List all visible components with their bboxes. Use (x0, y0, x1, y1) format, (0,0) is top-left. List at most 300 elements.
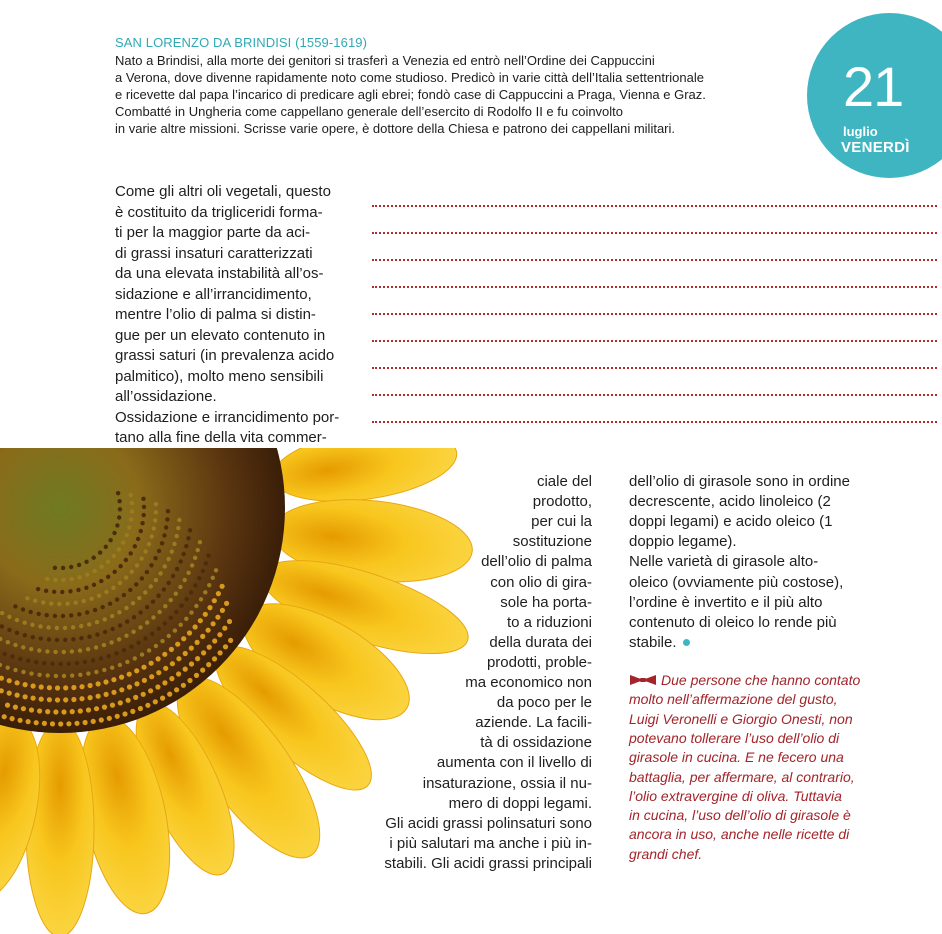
seed (118, 507, 122, 511)
article-line: prodotti, proble- (486, 653, 592, 671)
seed (103, 679, 108, 684)
article-line: tano alla fine della vita commer- (115, 429, 327, 446)
seed (87, 635, 91, 639)
seed (157, 610, 161, 614)
seed (98, 550, 102, 554)
article-line: ma economico non (465, 674, 592, 691)
seed (97, 594, 101, 598)
seed (182, 552, 186, 556)
seed (155, 684, 160, 689)
seed (211, 621, 216, 626)
seed (86, 707, 91, 712)
seed (128, 588, 132, 592)
quote-line: molto nell’affermazione del gusto, (629, 691, 838, 708)
seed (195, 656, 200, 661)
seed (206, 553, 210, 557)
seed (83, 720, 88, 725)
bio-line: Combatté in Ungheria come cappellano generale dell’esercito di Rodolfo II e fu coinvolto (115, 104, 624, 119)
date-month: luglio (843, 124, 878, 139)
seed (227, 619, 232, 624)
seed (55, 626, 59, 630)
article-line: stabile. (629, 633, 690, 653)
seed (119, 675, 124, 680)
seed (169, 616, 173, 620)
seed (70, 577, 74, 581)
article-line: aumenta con il livello di (436, 754, 592, 772)
seed (203, 612, 208, 617)
article-line: to a riduzioni (506, 613, 592, 631)
seed (42, 721, 47, 726)
quote-line: grandi chef. (629, 845, 703, 862)
seed (169, 676, 174, 681)
seed (179, 559, 183, 563)
seed (207, 605, 212, 610)
seed (61, 566, 65, 570)
seed (71, 685, 76, 690)
seed (108, 602, 112, 606)
seed (86, 647, 90, 651)
seed (77, 575, 81, 579)
seed (107, 716, 112, 721)
bio-line: Nato a Brindisi, alla morte dei genitori si trasferì a Venezia ed entrò nell’Ordine dei Cappuccini (115, 53, 655, 68)
seed (163, 666, 168, 671)
seed (156, 656, 161, 661)
seed (207, 583, 211, 587)
seed (134, 582, 138, 586)
seed (148, 688, 153, 693)
seed (178, 585, 182, 589)
article-line: da una elevata instabilità all’os- (115, 265, 324, 282)
seed (153, 699, 158, 704)
article-line: sostituzione (512, 533, 592, 551)
article-line: gue per un elevato contenuto in (115, 326, 326, 344)
article-line: l’ordine è invertito e il più alto (629, 593, 823, 611)
seed (5, 703, 10, 708)
bowtie-icon (629, 674, 657, 686)
saint-title: SAN LORENZO DA BRINDISI (1559-1619) (115, 35, 368, 50)
seed (95, 620, 99, 624)
seed (102, 705, 107, 710)
seed (61, 578, 65, 582)
seed (154, 644, 158, 648)
seed (143, 549, 147, 553)
seed (69, 565, 73, 569)
seed (141, 665, 146, 670)
seed (139, 529, 143, 533)
seed (149, 661, 154, 666)
seed (101, 605, 105, 609)
seed (118, 581, 122, 585)
seed (132, 615, 136, 619)
article-line: della durata dei (489, 633, 592, 651)
seed (174, 610, 178, 614)
seed (136, 641, 140, 645)
article-line: Nelle varietà di girasole alto- (629, 553, 819, 571)
seed (63, 638, 67, 642)
seed (175, 642, 180, 647)
seed (151, 600, 155, 604)
seed (203, 590, 207, 594)
seed (160, 541, 164, 545)
note-rule (372, 205, 937, 207)
seed (140, 521, 144, 525)
seed (196, 548, 200, 552)
seed (26, 719, 31, 724)
seed (215, 615, 220, 620)
seed (99, 579, 103, 583)
seed (125, 619, 129, 623)
article-line: mentre l’olio di palma si distin- (115, 306, 316, 323)
seed (200, 668, 205, 673)
seed (163, 604, 167, 608)
seed (30, 623, 34, 627)
seed (84, 586, 88, 590)
seed (147, 542, 151, 546)
seed (106, 575, 110, 579)
seed (145, 605, 149, 609)
seed (47, 685, 52, 690)
seed (183, 667, 188, 672)
note-rule (372, 421, 937, 423)
seed (37, 673, 41, 677)
seed (184, 597, 188, 601)
seed (130, 501, 134, 505)
seed (141, 692, 146, 697)
seed (156, 670, 161, 675)
seed (74, 721, 79, 726)
seed (92, 556, 96, 560)
seed (111, 690, 116, 695)
seed (55, 697, 60, 702)
seed (122, 648, 126, 652)
seed (110, 703, 115, 708)
seed (68, 589, 72, 593)
seed (130, 570, 134, 574)
article-line: insaturazione, ossia il nu- (422, 774, 592, 792)
seed (134, 668, 139, 673)
seed (212, 656, 217, 661)
seed (104, 692, 109, 697)
seed (189, 610, 193, 614)
seed (62, 650, 66, 654)
seed (142, 505, 146, 509)
seed (150, 534, 154, 538)
seed (71, 625, 75, 629)
seed (115, 523, 119, 527)
seed (171, 574, 175, 578)
seed (145, 570, 149, 574)
seed (140, 652, 144, 656)
seed (189, 646, 194, 651)
seed (21, 706, 26, 711)
seed (77, 563, 81, 567)
seed (167, 581, 171, 585)
seed (23, 694, 28, 699)
seed (86, 671, 90, 675)
seed (36, 587, 40, 591)
article-line: doppio legame). (629, 533, 737, 551)
seed (169, 647, 174, 652)
seed (58, 662, 62, 666)
seed (49, 601, 53, 605)
seed (94, 706, 99, 711)
seed (201, 569, 205, 573)
article-line: per cui la (531, 513, 592, 531)
seed (118, 623, 122, 627)
seed (204, 561, 208, 565)
seed (63, 685, 68, 690)
seed (21, 670, 25, 674)
article-line: all’ossidazione. (115, 388, 217, 405)
seed (74, 601, 78, 605)
seed (47, 637, 51, 641)
seed (29, 671, 33, 675)
seed (172, 542, 176, 546)
seed (151, 615, 155, 619)
seed (53, 566, 57, 570)
article-line: prodotto, (532, 493, 592, 511)
note-rule (372, 394, 937, 396)
seed (21, 645, 25, 649)
seed (37, 612, 41, 616)
seed (214, 568, 218, 572)
seed (212, 638, 217, 643)
seed (121, 540, 125, 544)
seed (53, 578, 57, 582)
seed (181, 636, 186, 641)
seed (113, 570, 117, 574)
seed (139, 556, 143, 560)
seed (94, 670, 98, 674)
seed (200, 634, 205, 639)
seed (142, 678, 147, 683)
seed (141, 497, 145, 501)
seed (189, 661, 194, 666)
seed (37, 648, 41, 652)
seed (162, 652, 167, 657)
seed (78, 673, 82, 677)
seed (193, 583, 197, 587)
seed (194, 673, 199, 678)
article-line: oleico (ovviamente più costose), (629, 573, 844, 591)
seed (157, 627, 161, 631)
seed (124, 606, 128, 610)
seed (21, 607, 25, 611)
seed (62, 674, 66, 678)
seed (50, 721, 55, 726)
seed (23, 633, 27, 637)
bio-line: a Verona, dove divenne rapidamente noto come studioso. Predicò in varie città dell’Italia settentrionale (115, 70, 704, 85)
seed (104, 545, 108, 549)
seed (93, 569, 97, 573)
seed (133, 656, 137, 660)
seed (129, 493, 133, 497)
seed (193, 556, 197, 560)
seed (0, 611, 4, 615)
note-rule (372, 313, 937, 315)
seed (46, 673, 50, 677)
seed (117, 637, 121, 641)
seed (179, 623, 183, 627)
seed (157, 549, 161, 553)
seed (96, 681, 101, 686)
seed (29, 610, 33, 614)
seed (94, 645, 98, 649)
article-line: decrescente, acido linoleico (2 (629, 493, 831, 511)
seed (102, 643, 106, 647)
seed (175, 534, 179, 538)
seed (69, 613, 73, 617)
seed (67, 662, 71, 666)
article-line: grassi saturi (in prevalenza acido (115, 347, 335, 364)
seed (207, 645, 212, 650)
seed (106, 560, 110, 564)
note-rule (372, 286, 937, 288)
seed (174, 592, 178, 596)
seed (174, 687, 179, 692)
seed (93, 608, 97, 612)
seed (111, 586, 115, 590)
seed (7, 628, 11, 632)
seed (211, 576, 215, 580)
seed (33, 599, 37, 603)
seed (6, 666, 10, 670)
seed (45, 613, 49, 617)
seed (52, 590, 56, 594)
seed (138, 625, 142, 629)
seed (75, 661, 79, 665)
seed (223, 644, 228, 649)
seed (124, 634, 128, 638)
seed (104, 590, 108, 594)
seed (96, 694, 101, 699)
date-weekday: VENERDÌ (841, 139, 910, 156)
seed (53, 709, 58, 714)
seed (127, 672, 132, 677)
seed (109, 640, 113, 644)
seed (54, 674, 58, 678)
seed (133, 695, 138, 700)
seed (118, 564, 122, 568)
quote-line: battaglia, per affermare, al contrario, (629, 768, 855, 785)
article-line: stabili. Gli acidi grassi principali (384, 854, 592, 872)
seed (99, 565, 103, 569)
seed (142, 513, 146, 517)
seed (181, 683, 186, 688)
seed (222, 626, 227, 631)
seed (15, 693, 20, 698)
seed (162, 533, 166, 537)
seed (187, 630, 192, 635)
seed (85, 610, 89, 614)
seed (198, 618, 203, 623)
seed (92, 583, 96, 587)
seed (26, 659, 30, 663)
seed (61, 709, 66, 714)
seed (111, 627, 115, 631)
seed (63, 626, 67, 630)
seed (70, 709, 75, 714)
seed (193, 624, 198, 629)
seed (85, 572, 89, 576)
seed (122, 711, 127, 716)
seed (183, 651, 188, 656)
seed (65, 602, 69, 606)
seed (145, 703, 150, 708)
seed (167, 634, 171, 638)
seed (165, 517, 169, 521)
seed (127, 684, 132, 689)
seed (117, 515, 121, 519)
seed (143, 636, 147, 640)
seed (15, 631, 19, 635)
seed (133, 544, 137, 548)
quote-line: in cucina, l’uso dell’olio di girasole è (629, 807, 851, 824)
seed (140, 576, 144, 580)
seed (42, 661, 46, 665)
seed (130, 509, 134, 513)
quote-line: girasole in cucina. E ne fecero una (629, 749, 844, 766)
seed (228, 638, 233, 643)
seed (170, 661, 175, 666)
seed (95, 632, 99, 636)
seed (71, 637, 75, 641)
seed (114, 651, 118, 655)
seed (60, 590, 64, 594)
seed (160, 696, 165, 701)
article-line: sidazione e all’irrancidimento, (115, 285, 312, 303)
seed (198, 540, 202, 544)
seed (2, 652, 6, 656)
seed (122, 593, 126, 597)
seed (84, 560, 88, 564)
seed (169, 598, 173, 602)
seed (156, 594, 160, 598)
seed (166, 557, 170, 561)
seed (131, 630, 135, 634)
seed (129, 551, 133, 555)
seed (13, 643, 17, 647)
seed (102, 668, 106, 672)
note-rule (372, 340, 937, 342)
seed (58, 721, 63, 726)
seed (136, 537, 140, 541)
quote-line: Luigi Veronelli e Giorgio Onesti, non (629, 710, 853, 727)
article-line: contenuto di oleico lo rende più (629, 613, 837, 631)
seed (220, 584, 225, 589)
note-rule (372, 259, 937, 261)
seed (18, 718, 23, 723)
seed (129, 645, 133, 649)
seed (117, 547, 121, 551)
seed (143, 590, 147, 594)
seed (189, 590, 193, 594)
seed (125, 533, 129, 537)
seed (88, 695, 93, 700)
seed (79, 636, 83, 640)
seed (220, 608, 225, 613)
seed (83, 660, 87, 664)
seed (7, 678, 12, 683)
article-line: sole ha porta- (500, 593, 592, 611)
seed (195, 640, 200, 645)
seed (30, 683, 35, 688)
article-line: tà di ossidazione (480, 734, 592, 752)
seed (206, 628, 211, 633)
seed (6, 640, 10, 644)
article-line: ciale del (536, 473, 592, 490)
seed (29, 647, 33, 651)
